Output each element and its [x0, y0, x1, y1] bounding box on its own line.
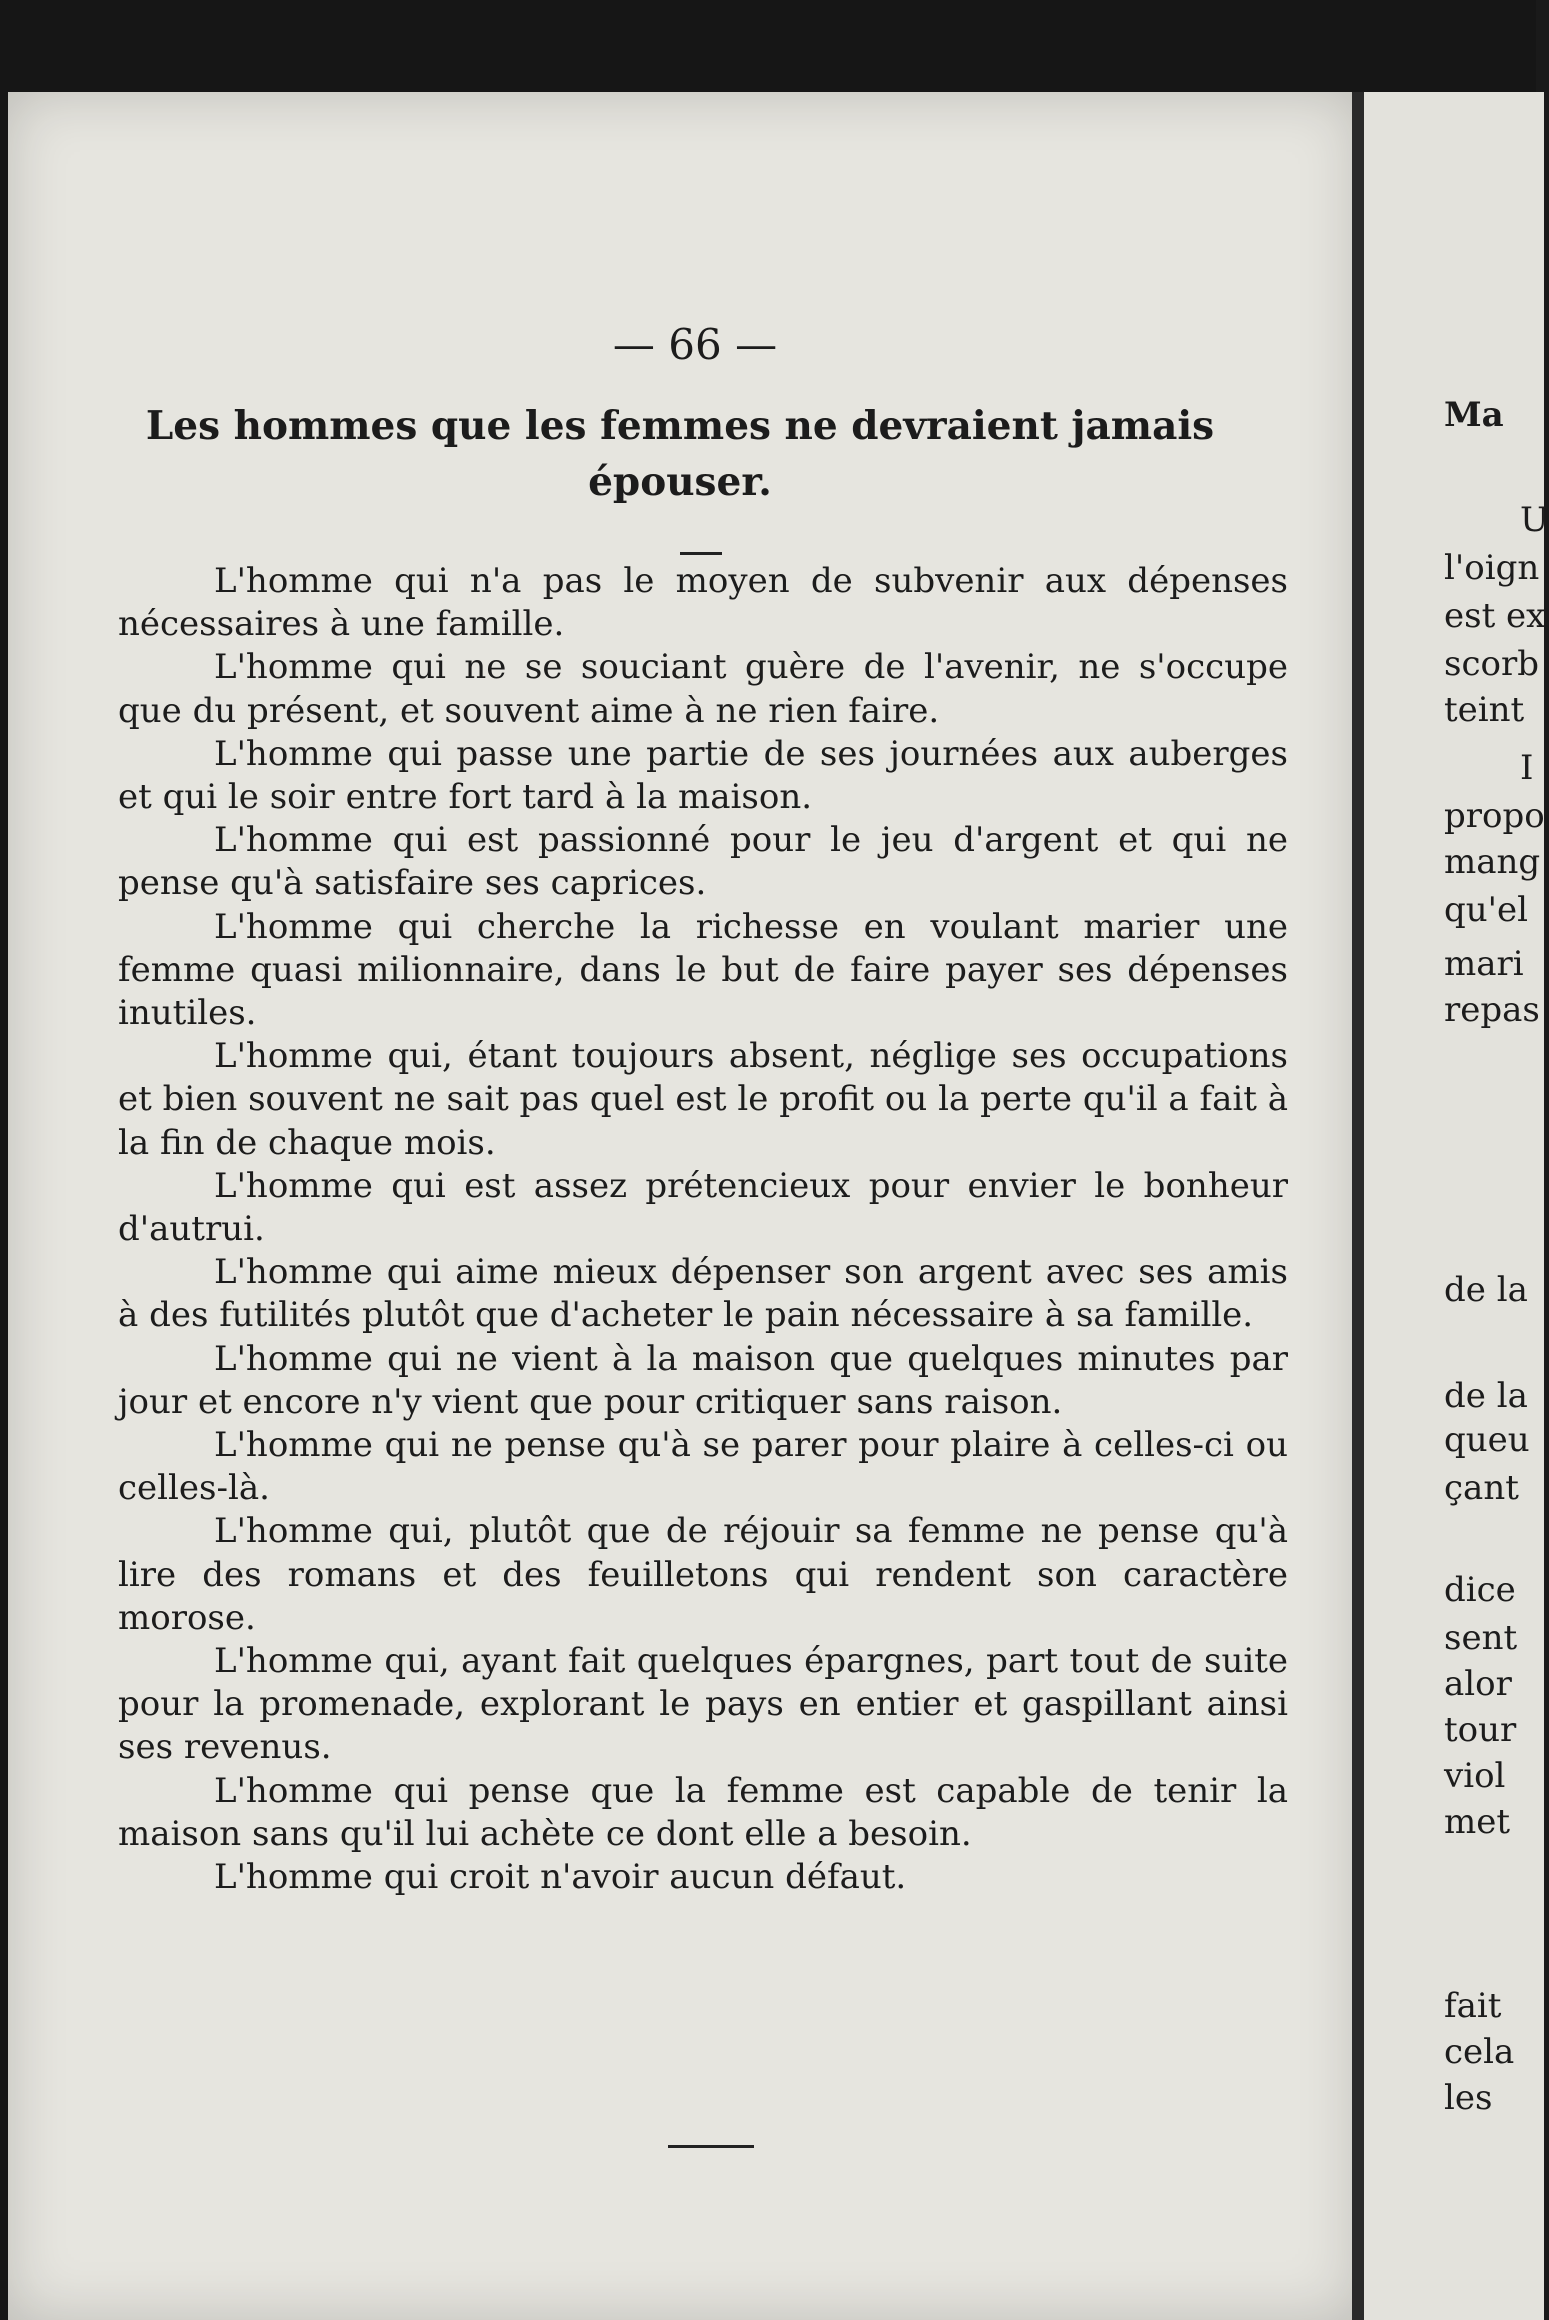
right-page-fragment: viol — [1444, 1756, 1506, 1796]
right-page-fragment: mang — [1444, 842, 1541, 882]
body-text — [118, 560, 1288, 1899]
right-page-fragment: çant — [1444, 1468, 1519, 1508]
right-page-fragment: U — [1520, 500, 1549, 540]
right-page-fragment: dice — [1444, 1570, 1516, 1610]
right-page-fragment: fait — [1444, 1986, 1502, 2026]
right-page-fragment: de la — [1444, 1270, 1528, 1310]
right-page-fragment: est ex — [1444, 596, 1546, 636]
right-page-fragment: teint — [1444, 690, 1525, 730]
right-page-fragment: repas — [1444, 990, 1540, 1030]
paragraph: L'homme qui croit n'avoir aucun défaut. — [214, 1857, 907, 1898]
right-page-fragment: alor — [1444, 1664, 1512, 1704]
right-page-fragment: met — [1444, 1802, 1511, 1842]
paragraph: L'homme qui pense que la femme est capable de tenir la maison sans qu'il lui achète ce dont elle a besoin. — [118, 1770, 1288, 1854]
paragraph: L'homme qui est assez prétencieux pour envier le bonheur d'autrui. — [118, 1165, 1288, 1250]
paragraph: L'homme qui n'a pas le moyen de subvenir aux dépenses nécessaires à une famille. — [118, 561, 1288, 645]
right-page-fragment: mari — [1444, 944, 1524, 984]
end-separator — [668, 2145, 754, 2148]
right-page-fragment: de la — [1444, 1376, 1528, 1416]
right-page-fragment: tour — [1444, 1710, 1517, 1750]
paragraph: L'homme qui cherche la richesse en voulant marier une femme quasi milionnaire, dans le but de faire payer ses dépenses inutiles. — [118, 906, 1288, 1034]
paragraph: L'homme qui, ayant fait quelques épargnes, part tout de suite pour la promenade, explorant le pays en entier et gaspillant ainsi ses revenus. — [118, 1641, 1288, 1768]
paragraph: L'homme qui aime mieux dépenser son argent avec ses amis à des futilités plutôt que d'acheter le pain nécessaire à sa famille. — [118, 1252, 1288, 1336]
right-page-fragment: l'oign — [1444, 548, 1540, 588]
right-page-fragment: propo — [1444, 796, 1545, 836]
right-page-fragment: queu — [1444, 1420, 1530, 1460]
paragraph: L'homme qui, étant toujours absent, néglige ses occupations et bien souvent ne sait pas quel est le profit ou la perte qu'il a fait à la fin de chaque mois. — [118, 1036, 1288, 1163]
right-page-fragment: qu'el — [1444, 890, 1529, 930]
chapter-title: Les hommes que les femmes ne devraient jamais épouser. — [145, 403, 1215, 505]
right-page-fragment: cela — [1444, 2032, 1515, 2072]
paragraph: L'homme qui ne vient à la maison que quelques minutes par jour et encore n'y vient que pour critiquer sans raison. — [118, 1338, 1288, 1422]
paragraph: L'homme qui passe une partie de ses journées aux auberges et qui le soir entre fort tard à la maison. — [118, 733, 1288, 818]
page-number: — 66 — — [612, 320, 778, 369]
book-spine — [1352, 92, 1364, 2320]
paragraph: L'homme qui ne se souciant guère de l'avenir, ne s'occupe que du présent, et souvent aime à ne rien faire. — [118, 647, 1288, 731]
paragraph: L'homme qui ne pense qu'à se parer pour plaire à celles-ci ou celles-là. — [118, 1425, 1288, 1509]
paragraph: L'homme qui, plutôt que de réjouir sa femme ne pense qu'à lire des romans et des feuilletons qui rendent son caractère morose. — [118, 1511, 1288, 1638]
right-page-fragment: Ma — [1444, 395, 1504, 435]
paragraph: L'homme qui est passionné pour le jeu d'argent et qui ne pense qu'à satisfaire ses caprices. — [118, 820, 1288, 904]
title-separator — [680, 552, 722, 555]
right-page-fragment: les — [1444, 2078, 1493, 2118]
right-page-fragment: scorb — [1444, 644, 1539, 684]
right-page-fragment: I — [1520, 748, 1534, 788]
right-page-fragment: sent — [1444, 1618, 1518, 1658]
